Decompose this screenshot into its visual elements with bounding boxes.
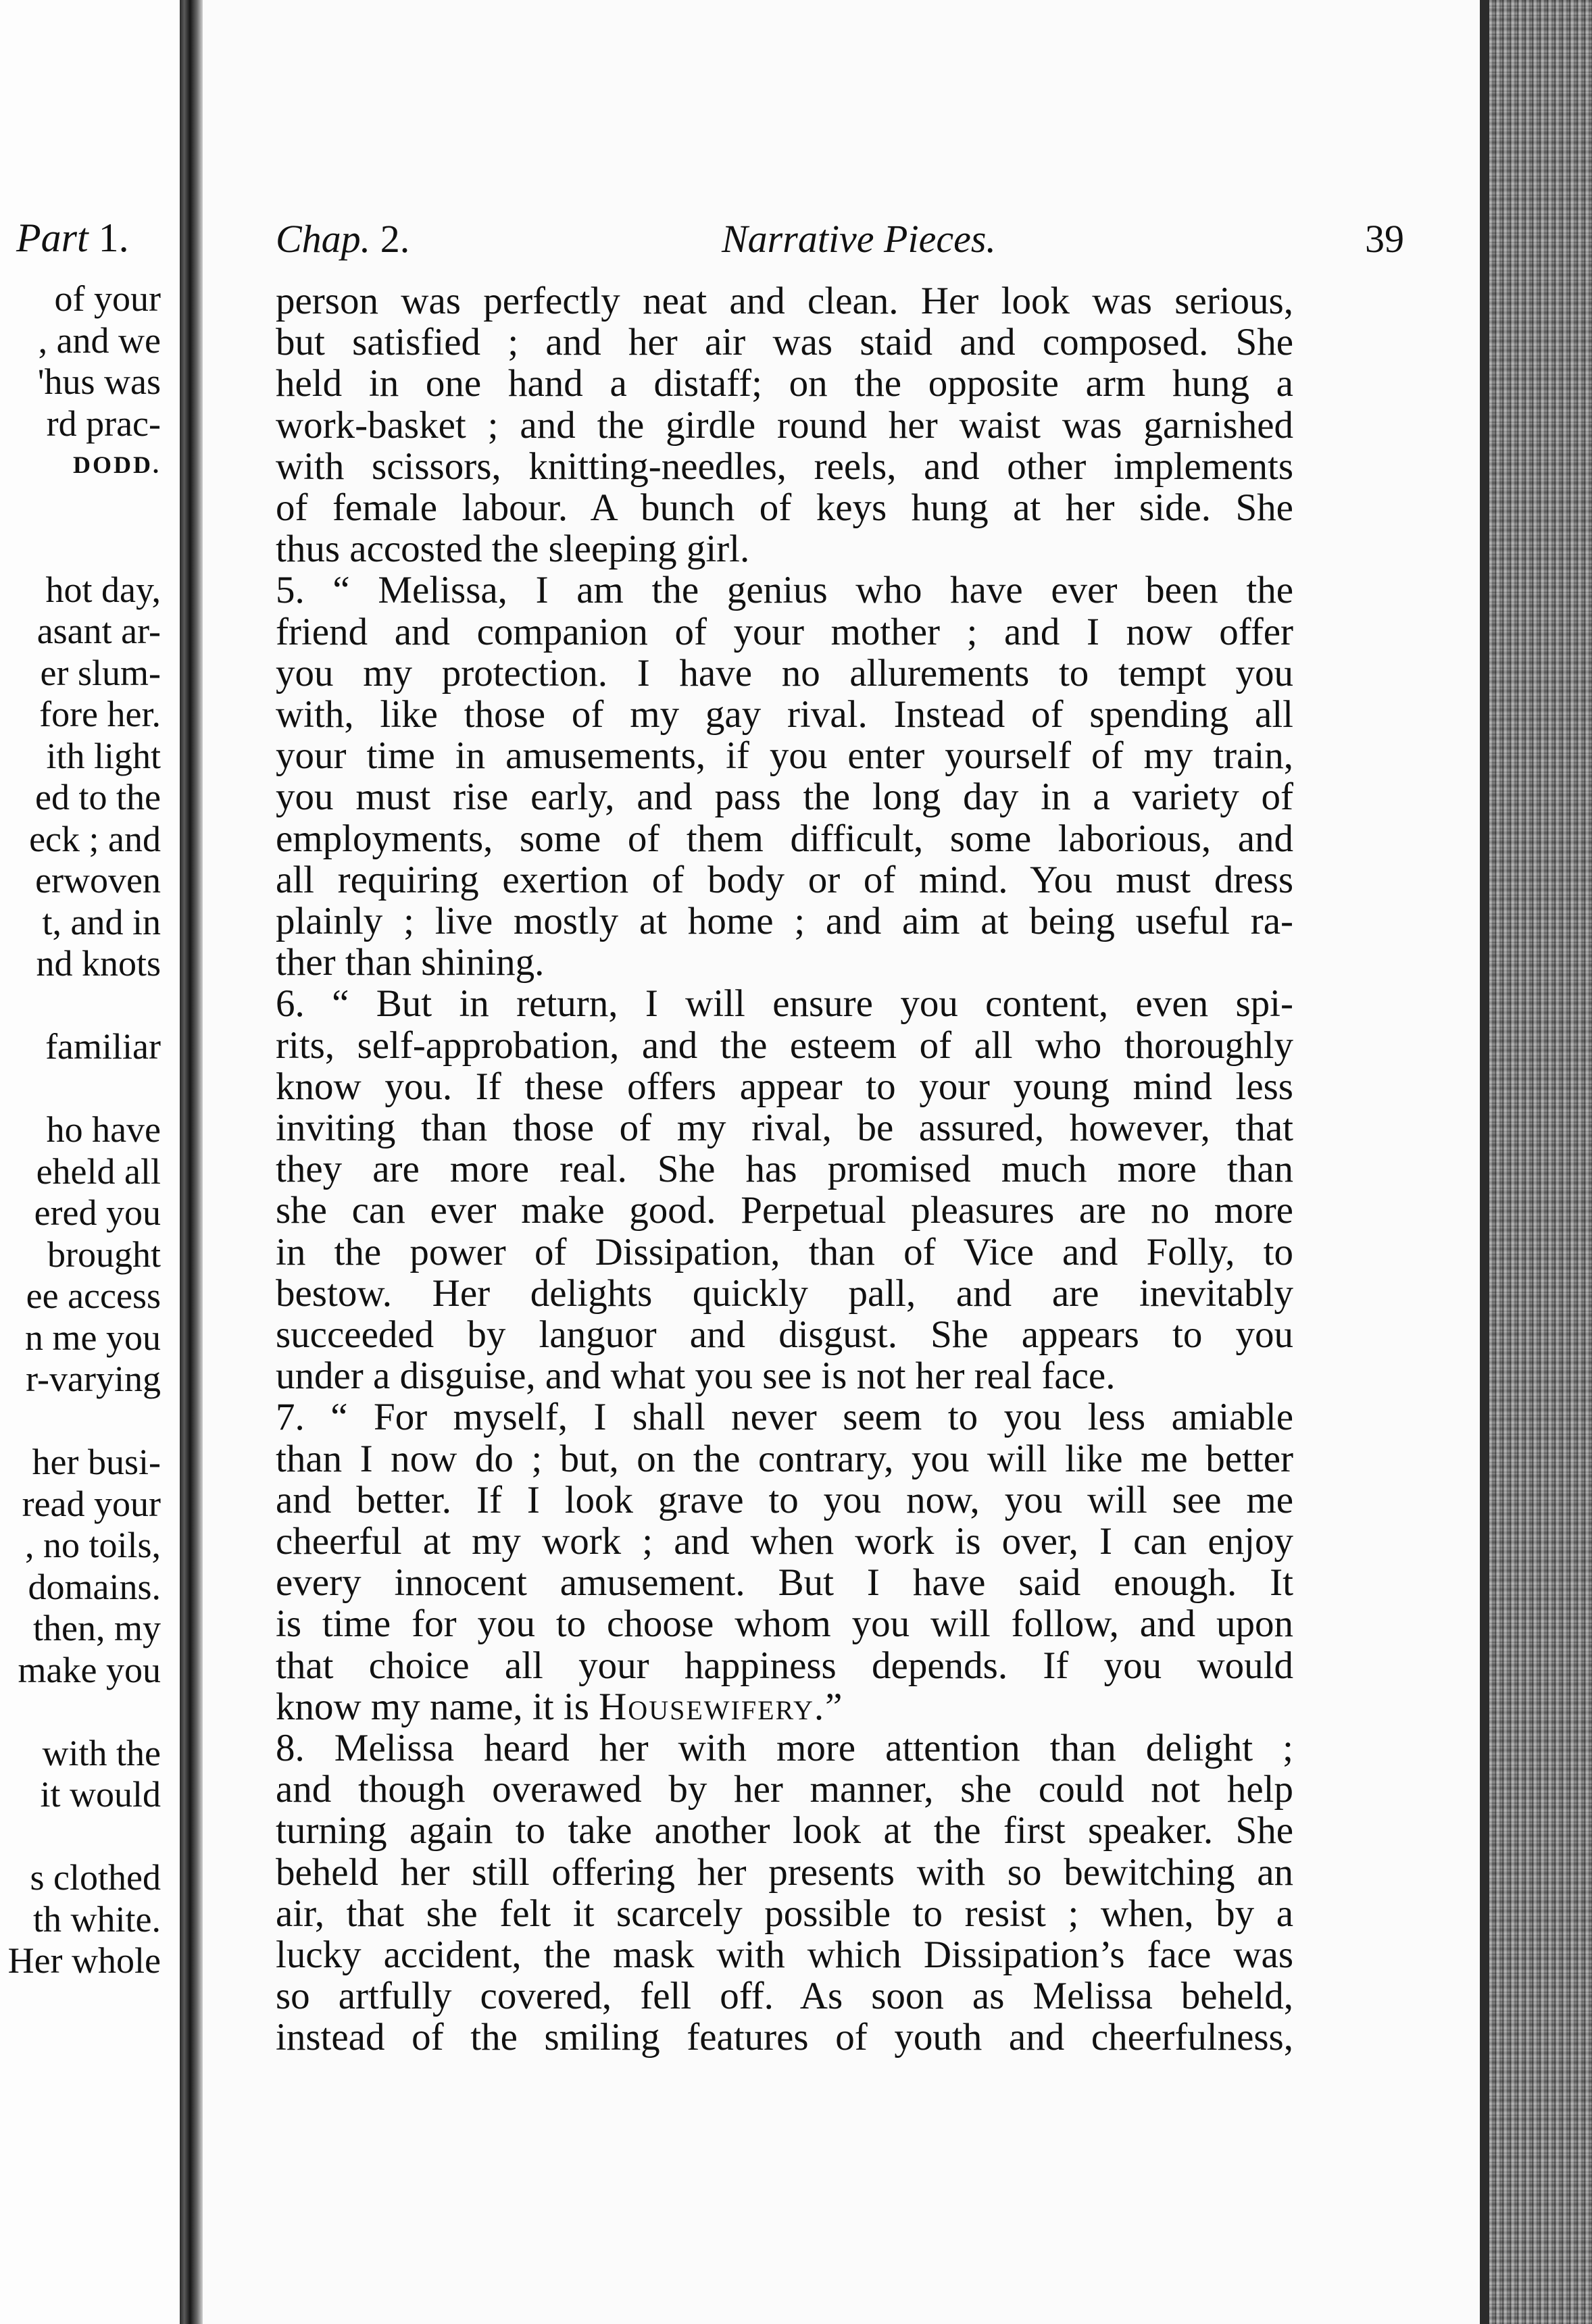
body-text-line: but satisfied ; and her air was staid and composed. She — [276, 321, 1293, 364]
fore-edge-shadow — [1480, 0, 1489, 2324]
right-page — [203, 0, 1480, 2324]
body-text-line: you my protection. I have no allurements to tempt you — [276, 651, 1293, 694]
chapter-heading — [276, 216, 409, 261]
body-text-line: than I now do ; but, on the contrary, you will like me better — [276, 1437, 1293, 1480]
left-text-line: brought — [47, 1234, 161, 1275]
body-text-line: lucky accident, the mask with which Dissipation’s face was — [276, 1934, 1293, 1976]
left-text-line: , and we — [38, 320, 161, 361]
left-part-number: 1. — [98, 216, 129, 260]
left-text-line: nd knots — [36, 943, 161, 984]
left-text-line: eheld all — [36, 1151, 161, 1192]
left-text-line: erwoven — [35, 860, 161, 901]
left-page-fragment — [0, 0, 180, 2324]
left-text-line: eck ; and — [29, 818, 161, 859]
left-part-label: Part — [16, 216, 89, 260]
body-text-line: every innocent amusement. But I have said enough. It — [276, 1561, 1293, 1605]
body-text-line: they are more real. She has promised much more than — [276, 1148, 1293, 1191]
left-text-line: DODD. — [73, 451, 161, 478]
body-text-line: you must rise early, and pass the long day in a variety of — [276, 776, 1293, 819]
body-text-line: plainly ; live mostly at home ; and aim at being useful ra- — [276, 900, 1293, 942]
left-text-line: , no toils, — [24, 1525, 161, 1565]
right-running-head — [276, 216, 1424, 270]
left-text-line: read your — [22, 1483, 161, 1524]
left-text-line: make you — [18, 1649, 161, 1690]
chapter-number: 2. — [380, 217, 410, 261]
body-text-line: of female labour. A bunch of keys hung at her side. She — [276, 486, 1293, 529]
body-text-line: bestow. Her delights quickly pall, and are inevitably — [276, 1271, 1293, 1315]
body-text-line: and better. If I look grave to you now, you will see me — [276, 1478, 1293, 1521]
left-text-line: s clothed — [30, 1857, 161, 1898]
body-text-line: instead of the smiling features of youth and cheerfulness, — [276, 2016, 1293, 2059]
left-text-line: 'hus was — [37, 361, 161, 402]
body-text-line-part: know my name, it is — [276, 1685, 599, 1728]
body-text-line: all requiring exertion of body or of mind. You must dress — [276, 858, 1293, 901]
body-text-line: with scissors, knitting-needles, reels, and other implements — [276, 445, 1293, 488]
left-text-line: th white. — [33, 1898, 161, 1940]
left-text-line: r-varying — [26, 1359, 161, 1399]
body-text-line: and though overawed by her manner, she could not help — [276, 1768, 1293, 1811]
body-text-line: air, that she felt it scarcely possible to resist ; when, by a — [276, 1892, 1293, 1935]
book-gutter — [180, 0, 203, 2324]
left-text-line: ith light — [46, 735, 161, 776]
left-text-line: ho have — [46, 1109, 161, 1150]
body-text-line: so artfully covered, fell off. As soon as Melissa beheld, — [276, 1975, 1293, 2018]
left-text-line: n me you — [25, 1317, 161, 1358]
left-text-line: ee access — [26, 1275, 161, 1316]
left-text-line: hot day, — [45, 569, 161, 610]
left-text-line: it would — [40, 1774, 161, 1815]
page-number: 39 — [1365, 217, 1404, 261]
body-text-line: 8. Melissa heard her with more attention than delight ; — [276, 1727, 1293, 1769]
left-text-line: t, and in — [42, 901, 161, 942]
body-text-line: 7. “ For myself, I shall never seem to you less amiable — [276, 1396, 1293, 1439]
body-text-line: succeeded by languor and disgust. She appears to you — [276, 1313, 1293, 1356]
left-text-line: of your — [54, 278, 161, 319]
body-text-line: held in one hand a distaff; on the opposite arm hung a — [276, 362, 1293, 405]
body-text-line: under a disguise, and what you see is not her real face. — [276, 1355, 1116, 1398]
body-text-line: she can ever make good. Perpetual pleasures are no more — [276, 1189, 1293, 1232]
body-text-line: that choice all your happiness depends. If you would — [276, 1644, 1293, 1687]
body-text-line: cheerful at my work ; and when work is over, I can enjoy — [276, 1520, 1293, 1563]
left-text-line: with the — [42, 1732, 161, 1773]
left-text-line: then, my — [33, 1608, 161, 1648]
body-text-line: in the power of Dissipation, than of Vice and Folly, to — [276, 1230, 1293, 1273]
genius-name: Housewifery.” — [599, 1685, 844, 1728]
body-text-line: person was perfectly neat and clean. Her look was serious, — [276, 280, 1293, 322]
body-text-line — [276, 1687, 1293, 1727]
body-text-line: employments, some of them difficult, some laborious, and — [276, 817, 1293, 860]
left-text-line: rd prac- — [46, 403, 161, 444]
body-text-line: thus accosted the sleeping girl. — [276, 528, 750, 571]
body-text-line: turning again to take another look at the first speaker. She — [276, 1809, 1293, 1852]
body-text-line: know you. If these offers appear to your young mind less — [276, 1065, 1293, 1108]
left-running-head — [16, 215, 129, 261]
left-text-line: Her whole — [7, 1940, 161, 1981]
left-text-line: er slum- — [40, 652, 161, 693]
left-text-line: domains. — [28, 1566, 161, 1607]
body-text-line: beheld her still offering her presents with so bewitching an — [276, 1850, 1293, 1894]
body-text-line: is time for you to choose whom you will follow, and upon — [276, 1602, 1293, 1646]
left-text-line: asant ar- — [36, 611, 161, 651]
body-text-line: 5. “ Melissa, I am the genius who have ever been the — [276, 569, 1293, 612]
body-text-line: work-basket ; and the girdle round her waist was garnished — [276, 403, 1293, 447]
page-fore-edge — [1480, 0, 1592, 2324]
left-text-line: her busi- — [32, 1442, 161, 1482]
chapter-label: Chap. — [276, 217, 371, 261]
body-text-line: ther than shining. — [276, 941, 545, 984]
body-text-line: rits, self-approbation, and the esteem of all who thoroughly — [276, 1024, 1293, 1067]
body-text-line: with, like those of my gay rival. Instead of spending all — [276, 693, 1293, 736]
body-text-line: your time in amusements, if you enter yourself of my train, — [276, 734, 1293, 778]
left-text-line: familiar — [45, 1026, 161, 1067]
running-title: Narrative Pieces. — [722, 217, 996, 261]
body-text-line: friend and companion of your mother ; and I now offer — [276, 610, 1293, 653]
body-text-line: 6. “ But in return, I will ensure you content, even spi- — [276, 982, 1293, 1026]
left-text-line: ered you — [34, 1192, 161, 1233]
body-text-line: inviting than those of my rival, be assured, however, that — [276, 1107, 1293, 1149]
left-text-line: ed to the — [35, 777, 161, 817]
left-text-line: fore her. — [39, 694, 161, 734]
